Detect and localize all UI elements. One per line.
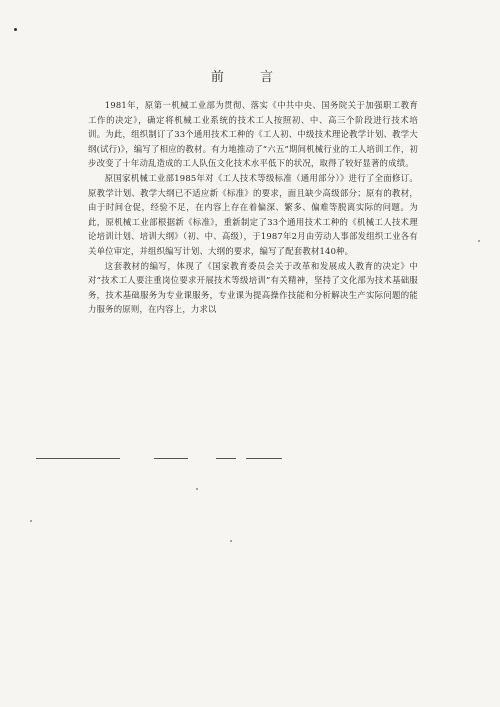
rule-segment [216,458,236,459]
rule-segment [154,458,188,459]
rule-segment [36,458,120,459]
bleed-through-lines [36,458,296,462]
scan-speck [230,540,232,542]
rule-segment [246,458,282,459]
paragraph-1: 1981年，原第一机械工业部为贯彻、落实《中共中央、国务院关于加强职工教育工作的决定》，确定将机械工业系统的技术工人按照初、中、高三个阶段进行技术培训。为此，组织制订了33个通用技术工种的《工人初、中级技术理论教学计划、教学大纲(试行)》，编写了相应的教材。有力地推动了“六五”期间机械行业的工人培训工作，初步改变了十年动乱造成的工人队伍文化技术水平低下的状况，取得了较好显著的成绩。 [88,100,418,169]
paragraph-2: 原国家机械工业部1985年对《工人技术等级标准（通用部分）》进行了全面修订。原教学计划、教学大纲已不适应新《标准》的要求，面且缺少高级部分；原有的教材，由于时间仓促，经验不足，在内容上存在着偏深、繁多、偏难等脱离实际的问题。为此，原机械工业部根据新《标准》，重新制定了33个通用技术工种的《机械工人技术理论培训计划、培训大纲》（初、中、高级），于1987年2月由劳动人事部发组织工业各有关单位审定，并组织编写计划、大纲的要求，编写了配套教材140种。 [88,172,418,256]
scan-speck [196,488,198,490]
paragraph-3: 这套教材的编写，体现了《国家教育委员会关于改革和发展成人教育的决定》中对“技术工人要注重岗位要求开展技术等级培训”有关精神，坚持了文化部为技术基础服务，技术基础服务为专业课服务，专业课为提高操作技能和分析解决生产实际问题的能力服务的原则，在内容上，力求以 [88,260,418,315]
page-title: 前 言 [210,70,290,85]
scan-speck [30,520,32,522]
scan-speck [14,28,17,31]
scan-speck [478,240,480,242]
preface-body [88,98,418,317]
